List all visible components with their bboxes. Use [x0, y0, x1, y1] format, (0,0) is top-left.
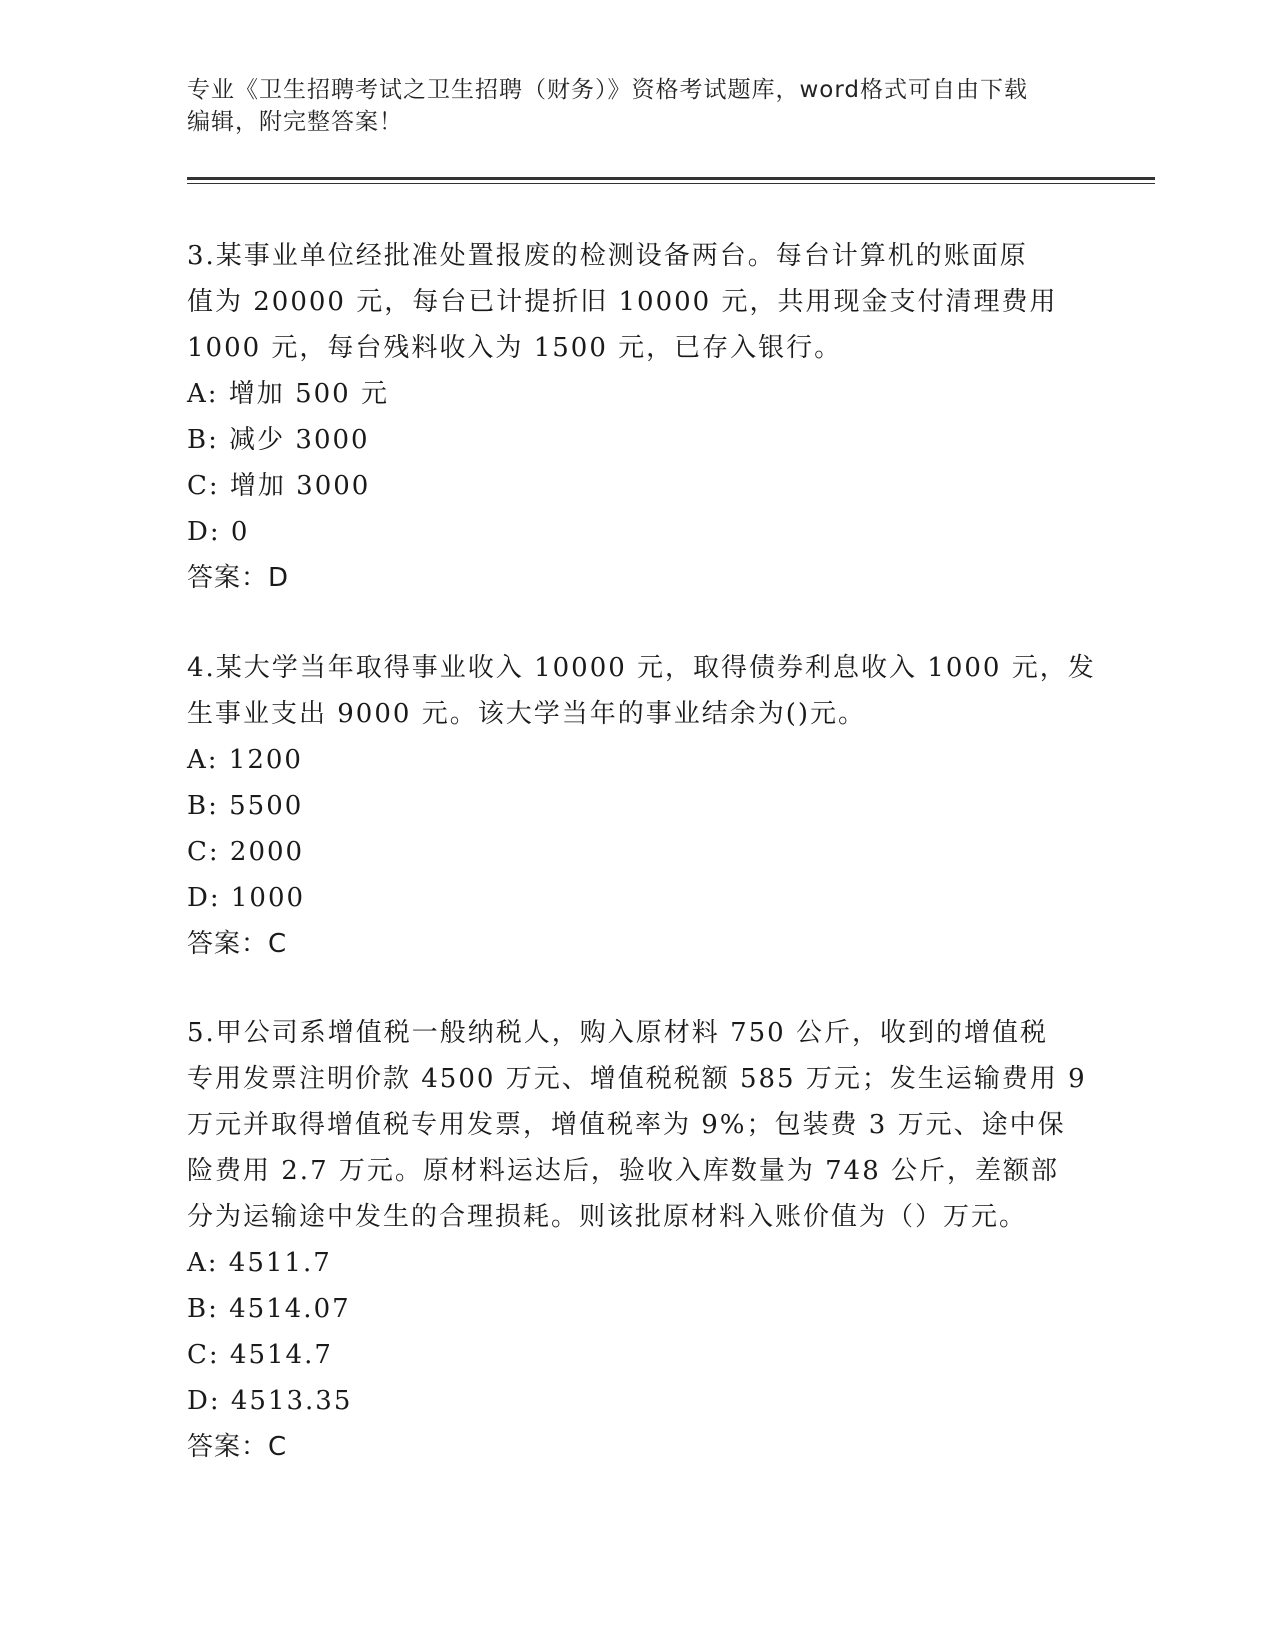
question-stem-line: 4.某大学当年取得事业收入 10000 元，取得债券利息收入 1000 元，发 — [187, 653, 1096, 683]
answer-line: 答案：C — [187, 1432, 288, 1462]
question-stem-line: 分为运输途中发生的合理损耗。则该批原材料入账价值为（）万元。 — [187, 1202, 1028, 1232]
option-a: A: 4511.7 — [187, 1248, 332, 1278]
option-c: C: 增加 3000 — [187, 471, 371, 501]
question-5 — [187, 1010, 1087, 1470]
question-stem-line: 专用发票注明价款 4500 万元、增值税税额 585 万元；发生运输费用 9 — [187, 1064, 1087, 1094]
option-d: D: 0 — [187, 517, 250, 547]
question-stem-line: 值为 20000 元，每台已计提折旧 10000 元，共用现金支付清理费用 — [187, 287, 1058, 317]
question-stem-line: 5.甲公司系增值税一般纳税人，购入原材料 750 公斤，收到的增值税 — [187, 1018, 1048, 1048]
option-d: D: 1000 — [187, 883, 306, 913]
option-c: C: 2000 — [187, 837, 305, 867]
question-stem-line: 万元并取得增值税专用发票，增值税率为 9%；包装费 3 万元、途中保 — [187, 1110, 1066, 1140]
header-divider-thin — [187, 183, 1155, 184]
question-stem-line: 3.某事业单位经批准处置报废的检测设备两台。每台计算机的账面原 — [187, 241, 1028, 271]
option-c: C: 4514.7 — [187, 1340, 333, 1370]
header-line-1: 专业《卫生招聘考试之卫生招聘（财务）》资格考试题库，word格式可自由下载 — [187, 77, 1029, 103]
option-b: B: 减少 3000 — [187, 425, 370, 455]
answer-line: 答案：C — [187, 929, 288, 959]
document-header — [187, 74, 1087, 138]
option-a: A: 增加 500 元 — [187, 379, 389, 409]
option-b: B: 4514.07 — [187, 1294, 351, 1324]
question-stem-line: 生事业支出 9000 元。该大学当年的事业结余为()元。 — [187, 699, 866, 729]
answer-line: 答案：D — [187, 563, 290, 593]
header-divider-thick — [187, 177, 1155, 180]
question-3 — [187, 233, 1087, 601]
question-stem-line: 险费用 2.7 万元。原材料运达后，验收入库数量为 748 公斤，差额部 — [187, 1156, 1060, 1186]
question-4 — [187, 645, 1096, 967]
option-b: B: 5500 — [187, 791, 304, 821]
question-stem-line: 1000 元，每台残料收入为 1500 元，已存入银行。 — [187, 333, 843, 363]
option-a: A: 1200 — [187, 745, 303, 775]
header-line-2: 编辑，附完整答案！ — [187, 109, 403, 135]
option-d: D: 4513.35 — [187, 1386, 353, 1416]
